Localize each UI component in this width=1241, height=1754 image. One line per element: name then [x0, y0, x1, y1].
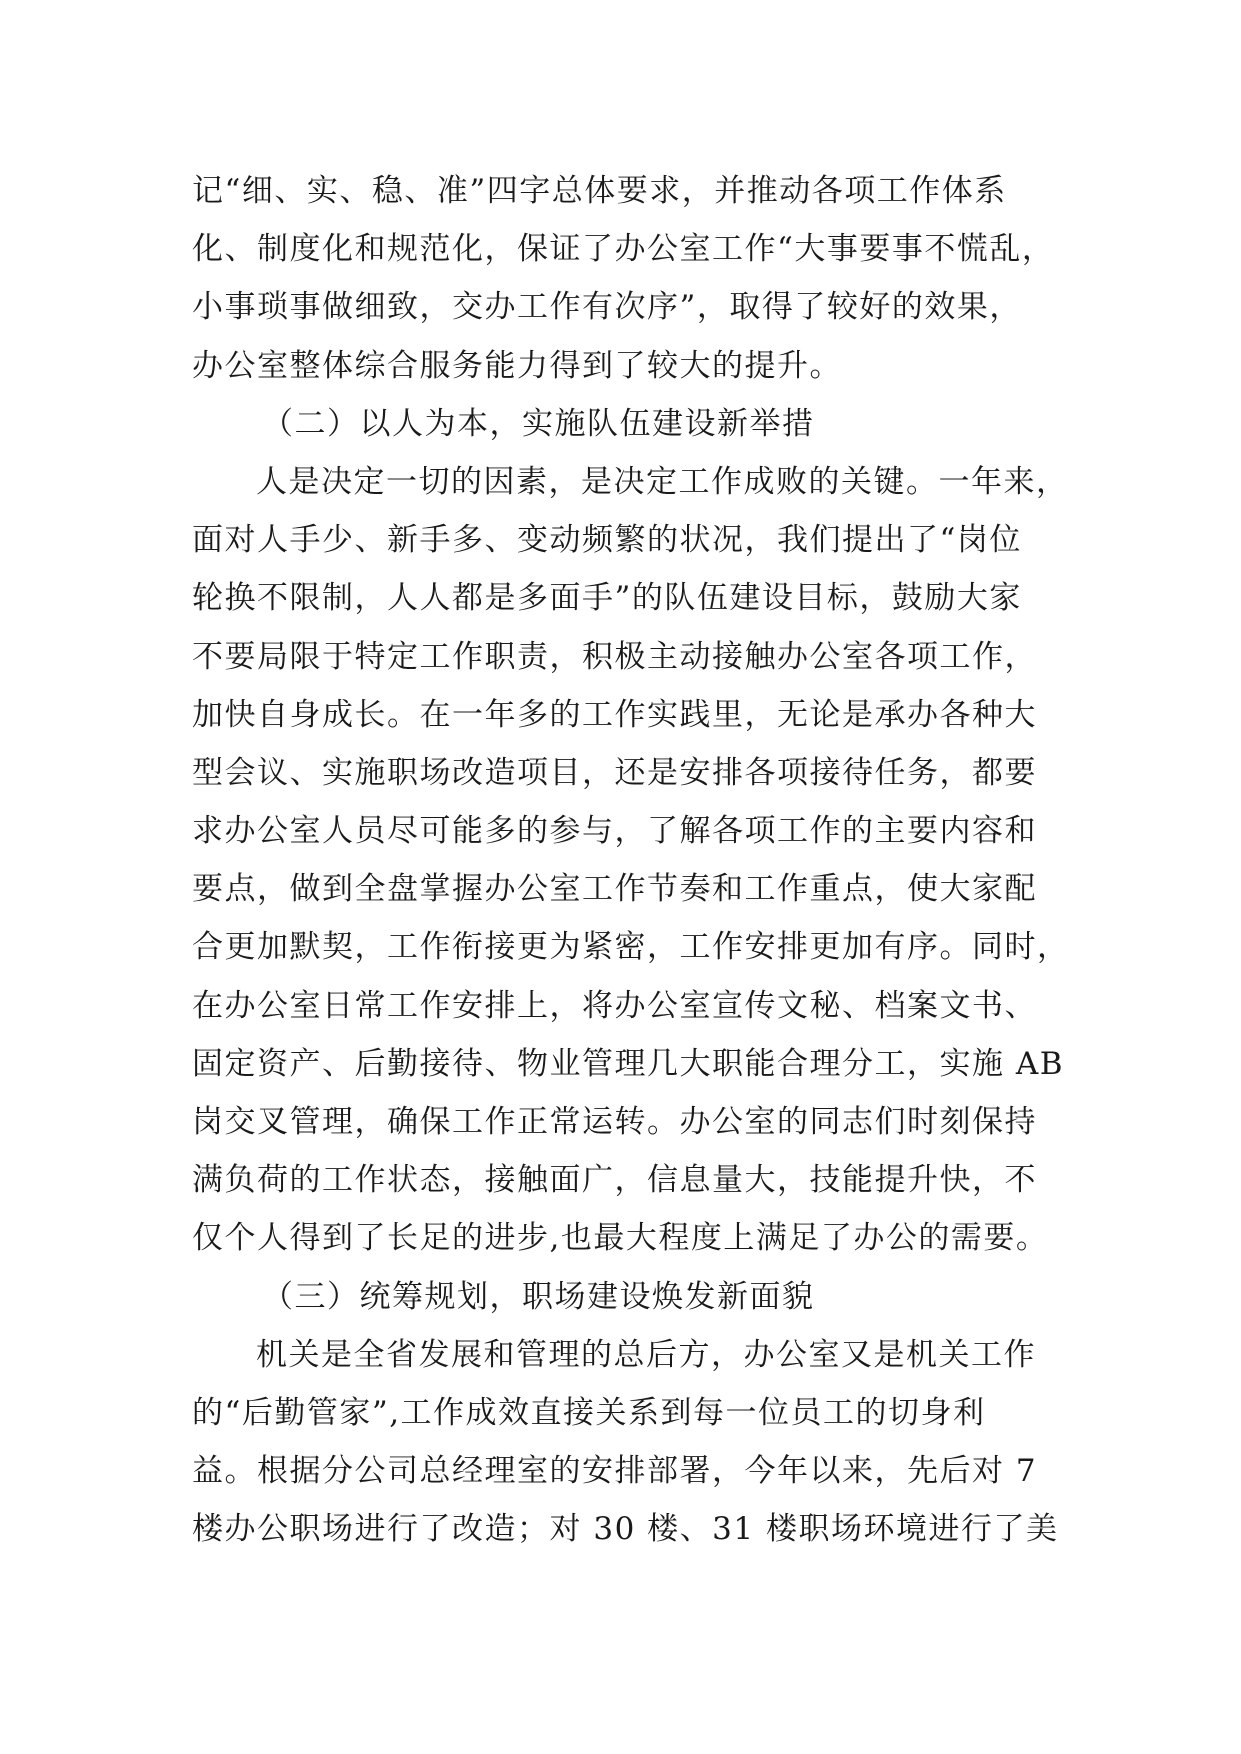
- body-line: 求办公室人员尽可能多的参与，了解各项工作的主要内容和: [192, 813, 1037, 850]
- document-body: [192, 162, 1072, 1559]
- body-line: 记“细、实、稳、准”四字总体要求，并推动各项工作体系: [192, 173, 1007, 209]
- body-line: 加快自身成长。在一年多的工作实践里，无论是承办各种大: [192, 696, 1037, 733]
- body-line: 仅个人得到了长足的进步,也最大程度上满足了办公的需要。: [192, 1220, 1049, 1257]
- body-line-paragraph-start: 机关是全省发展和管理的总后方，办公室又是机关工作: [256, 1336, 1036, 1373]
- body-line: 面对人手少、新手多、变动频繁的状况，我们提出了“岗位: [192, 522, 1022, 559]
- body-line: 合更加默契，工作衔接更为紧密，工作安排更加有序。同时，: [192, 929, 1070, 966]
- body-line: 岗交叉管理，确保工作正常运转。办公室的同志们时刻保持: [192, 1104, 1037, 1140]
- body-line: 要点，做到全盘掌握办公室工作节奏和工作重点，使大家配: [192, 871, 1037, 908]
- body-line-paragraph-start: 人是决定一切的因素，是决定工作成败的关键。一年来，: [256, 463, 1069, 500]
- body-line: 固定资产、后勤接待、物业管理几大职能合理分工，实施 AB: [192, 1045, 1065, 1082]
- body-line: 益。根据分公司总经理室的安排部署，今年以来，先后对 7: [192, 1453, 1038, 1490]
- body-line: 在办公室日常工作安排上，将办公室宣传文秘、档案文书、: [192, 987, 1037, 1024]
- body-line: 满负荷的工作状态，接触面广，信息量大，技能提升快，不: [192, 1162, 1037, 1199]
- body-line: 楼办公职场进行了改造；对 30 楼、31 楼职场环境进行了美: [192, 1511, 1059, 1548]
- body-line: 化、制度化和规范化，保证了办公室工作“大事要事不慌乱，: [192, 231, 1055, 268]
- section-heading-3: （三）统筹规划，职场建设焕发新面貌: [262, 1278, 815, 1315]
- body-line: 轮换不限制，人人都是多面手”的队伍建设目标，鼓励大家: [192, 580, 1022, 617]
- body-line: 小事琐事做细致，交办工作有次序”，取得了较好的效果，: [192, 289, 1022, 326]
- body-line: 办公室整体综合服务能力得到了较大的提升。: [192, 347, 842, 384]
- body-line: 的“后勤管家”,工作成效直接关系到每一位员工的切身利: [192, 1394, 986, 1431]
- body-line: 不要局限于特定工作职责，积极主动接触办公室各项工作，: [192, 638, 1037, 675]
- section-heading-2: （二）以人为本，实施队伍建设新举措: [262, 405, 815, 442]
- body-line: 型会议、实施职场改造项目，还是安排各项接待任务，都要: [192, 754, 1037, 791]
